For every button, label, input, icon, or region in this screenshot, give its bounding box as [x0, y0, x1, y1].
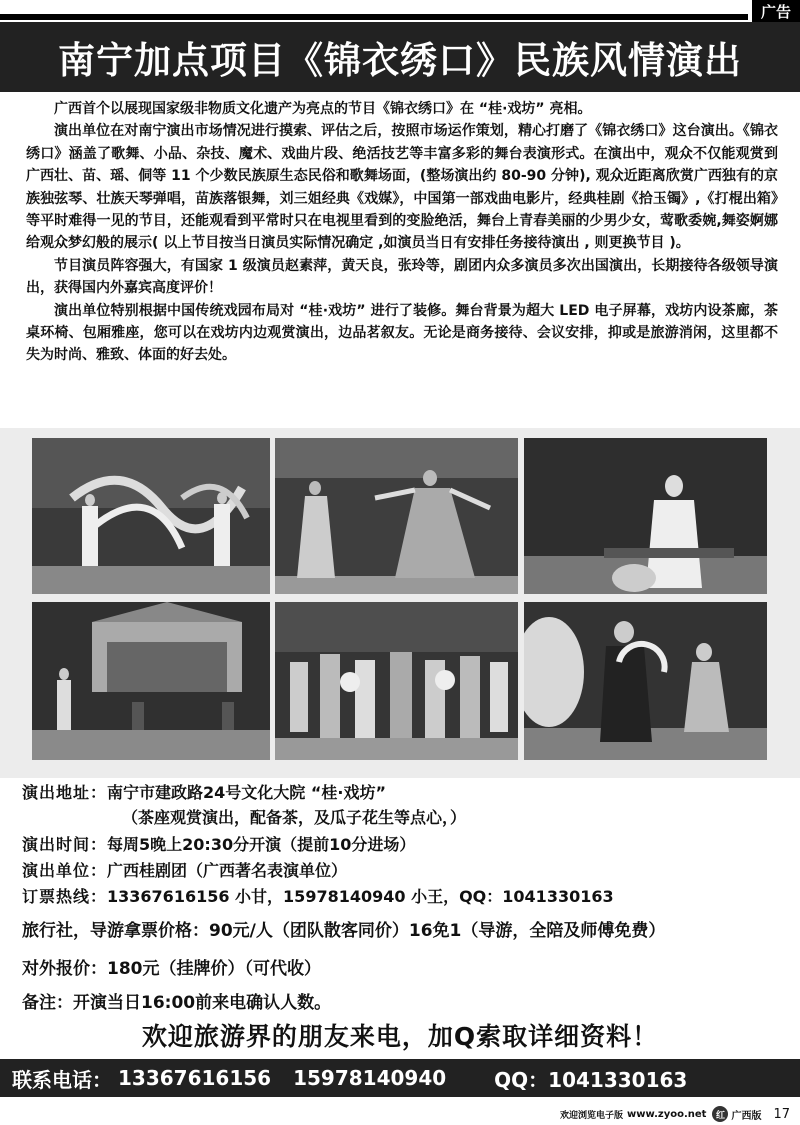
- contact-bar: [0, 1059, 800, 1097]
- contact-label: 联系电话：: [12, 1067, 112, 1092]
- contact-qq: QQ：1041330163: [494, 1067, 688, 1092]
- organizer-label: 演出单位：: [22, 861, 108, 880]
- title-banner: [0, 22, 800, 92]
- paragraph-intro: 广西首个以展现国家级非物质文化遗产为亮点的节目《锦衣绣口》在 “桂·戏坊” 亮相。: [54, 101, 592, 117]
- photo-zither-player: [524, 438, 767, 594]
- hotline-line: [22, 884, 792, 907]
- note-label: 备注：: [22, 993, 73, 1013]
- photo-ethnic-ensemble: [275, 602, 518, 760]
- top-rule: [0, 14, 748, 20]
- address-value: 南宁市建政路24号文化大院 “桂·戏坊”: [107, 783, 386, 802]
- contact-phone-2: 15978140940: [293, 1066, 447, 1090]
- publisher-logo-icon: 红: [712, 1106, 728, 1122]
- public-price-value: 180元（挂牌价）（可代收）: [107, 959, 321, 979]
- photo-face-changing: [524, 602, 767, 760]
- footer-edition: 广西版: [731, 1110, 762, 1122]
- contact-phone-1: 13367616156: [118, 1066, 272, 1090]
- address-note: （茶座观赏演出，配备茶，及瓜子花生等点心，）: [122, 808, 467, 827]
- time-value: 每周5晚上20:30分开演（提前10分进场）: [107, 835, 416, 854]
- public-price-line: [22, 954, 792, 979]
- paragraph-venue: 演出单位特别根据中国传统戏园布局对 “桂·戏坊” 进行了装修。舞台背景为超大 LED 电子屏幕，戏坊内设茶廊，茶桌环椅、包厢雅座，您可以在戏坊内边观赏演出，边品茗叙友。无论是商务接待、会议安排，抑或是旅游消闲，这里都不失为时尚、雅致、体面的好去处。: [26, 302, 778, 364]
- paragraph-program: 演出单位在对南宁演出市场情况进行摸索、评估之后，按照市场运作策划，精心打磨了《锦衣绣口》这台演出。《锦衣绣口》涵盖了歌舞、小品、杂技、魔术、戏曲片段、绝活技艺等丰富多彩的舞台表演形式。在演出中，观众不仅能观赏到广西壮、苗、瑶、侗等 11 个少数民族原生态民俗和歌舞场面，(整场演出约 80-90 分钟), 观众近距离欣赏广西独有的京族独弦琴、壮族天琴弹唱，苗族落银舞，刘三姐经典《戏媒》，中国第一部戏曲电影片，经典桂剧《拾玉镯》,《打棍出箱》等平时难得一见的节目，还能观看到平常时只在电视里看到的变脸绝活，舞台上青春美丽的少男少女，莺歌委婉,舞姿婀娜给观众梦幻般的展示( 以上节目按当日演员实际情况确定 ,如演员当日有安排任务接待演出 , 则更换节目 )。: [26, 123, 778, 252]
- agency-price-line: [22, 916, 792, 941]
- welcome-slogan: 欢迎旅游界的朋友来电，加Q索取详细资料！: [141, 1022, 659, 1051]
- agency-price-value: 90元/人（团队散客同价）16免1（导游，全陪及师傅免费）: [209, 921, 666, 941]
- hotline-label: 订票热线：: [22, 887, 108, 906]
- note-line: [22, 988, 792, 1013]
- page-title: 南宁加点项目《锦衣绣口》民族风情演出: [58, 39, 742, 82]
- organizer-value: 广西桂剧团（广西著名表演单位）: [107, 861, 348, 880]
- paragraph-cast: 节目演员阵容强大，有国家 1 级演员赵素萍，黄天良，张玲等，剧团内众多演员多次出国演出，长期接待各级领导演出，获得国内外嘉宾高度评价！: [26, 257, 778, 297]
- photo-ethnic-dance: [275, 438, 518, 594]
- page-footer: [0, 1103, 790, 1125]
- address-label: 演出地址：: [22, 783, 108, 802]
- description-text: [26, 98, 778, 367]
- photo-opera-stage: [32, 602, 270, 760]
- public-price-label: 对外报价：: [22, 959, 107, 979]
- time-line: [22, 832, 792, 855]
- hotline-value: 13367616156 小甘，15978140940 小王，QQ：1041330163: [107, 887, 614, 906]
- organizer-line: [22, 858, 792, 881]
- photo-gallery: [0, 428, 800, 778]
- note-value: 开演当日16:00前来电确认人数。: [73, 993, 332, 1013]
- page-number: 17: [773, 1106, 790, 1122]
- footer-site-link[interactable]: www.zyoo.net: [627, 1108, 707, 1120]
- agency-price-label: 旅行社，导游拿票价格：: [22, 921, 209, 941]
- time-label: 演出时间：: [22, 835, 108, 854]
- address-line: [22, 780, 792, 803]
- ad-tag: 广告: [752, 0, 800, 22]
- footer-text: 欢迎浏览电子版: [560, 1110, 624, 1121]
- photo-ribbon-dance: [32, 438, 270, 594]
